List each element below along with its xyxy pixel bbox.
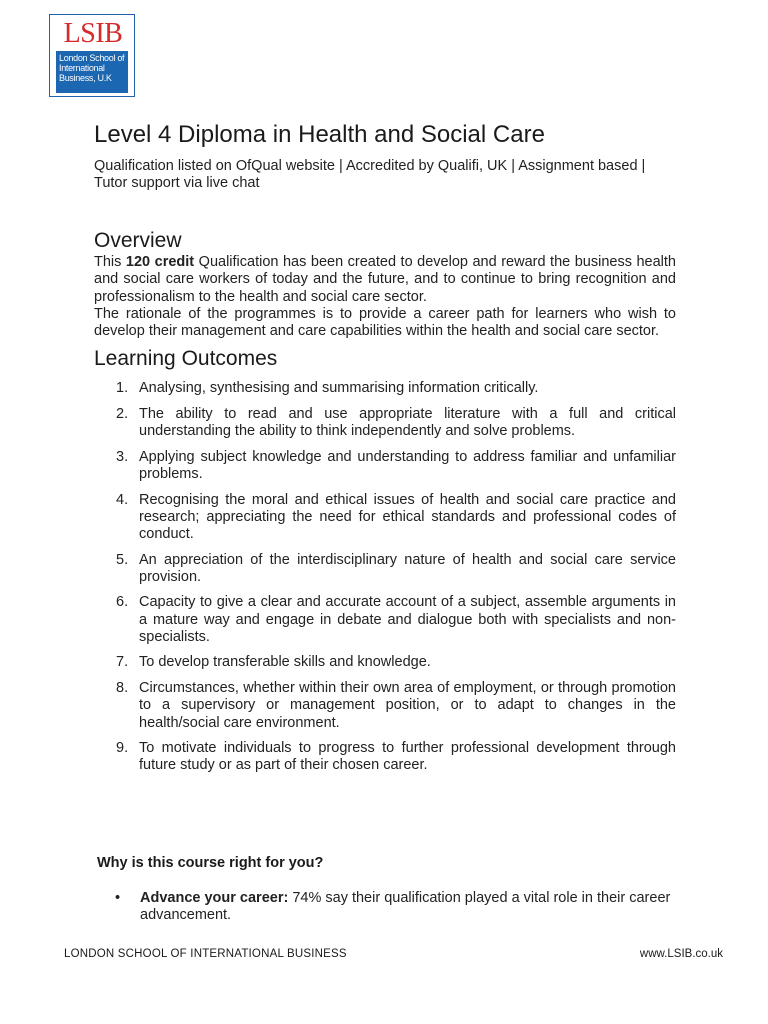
document-content (94, 120, 676, 783)
list-item-text: Recognising the moral and ethical issues of health and social care practice and research; appreciating the need for ethical standards and professional codes of conduct. (139, 491, 676, 543)
list-item-number: 2. (116, 405, 129, 422)
list-item (94, 654, 676, 671)
overview-heading: Overview (94, 229, 182, 252)
list-item (94, 680, 676, 732)
list-item-text: To develop transferable skills and knowledge. (139, 654, 431, 671)
list-item-number: 5. (116, 551, 129, 568)
list-item-text: The ability to read and use appropriate literature with a full and critical understanding the ability to think independently and solve problems. (139, 405, 676, 440)
list-item-number: 7. (116, 654, 129, 671)
footer-website-link[interactable]: www.LSIB.co.uk (639, 948, 723, 960)
list-item (94, 552, 676, 587)
bullet-description: 74% say their qualification played a vital role in their career advancement. (140, 890, 671, 924)
bullet-icon: • (115, 890, 121, 906)
page-title: Level 4 Diploma in Health and Social Care (94, 121, 545, 148)
list-item-text: An appreciation of the interdisciplinary nature of health and social care service provision. (139, 551, 676, 585)
overview-p1-prefix: This (94, 254, 126, 270)
list-item (94, 492, 676, 544)
list-item (94, 406, 676, 441)
list-item-number: 1. (116, 380, 129, 397)
list-item-number: 8. (116, 679, 129, 696)
logo-tagline-box (56, 51, 128, 93)
overview-paragraph-1 (94, 254, 676, 306)
logo-line: Business, U.K (59, 73, 112, 83)
list-item-text: Analysing, synthesising and summarising information critically. (139, 380, 539, 397)
logo-line: London School of (59, 53, 125, 63)
list-item (94, 740, 676, 775)
list-item-text: Circumstances, whether within their own area of employment, or through promotion to a supervisory or management position, or to adapt to changes in the health/social care environment. (139, 679, 676, 731)
bullet-bold-label: Advance your career: (140, 890, 289, 906)
list-item-number: 9. (116, 740, 129, 757)
logo-wordmark: LSIB (63, 18, 123, 49)
list-item (94, 380, 676, 397)
overview-paragraph-2: The rationale of the programmes is to provide a career path for learners who wish to develop their management and care capabilities within the health and social care sector. (94, 305, 676, 340)
why-bullet-text (140, 890, 675, 925)
list-item (94, 594, 676, 646)
list-item-number: 3. (116, 448, 129, 465)
list-item-number: 4. (116, 491, 129, 508)
list-item (94, 449, 676, 484)
overview-credit-highlight: 120 credit (125, 254, 195, 270)
list-item-text: Applying subject knowledge and understanding to address familiar and unfamiliar problems. (139, 448, 676, 483)
logo-line: International (59, 63, 105, 73)
list-item-text: Capacity to give a clear and accurate account of a subject, assemble arguments in a mature way and engage in debate and dialogue both with specialists and non-specialists. (139, 594, 676, 645)
learning-outcomes-heading: Learning Outcomes (94, 347, 278, 371)
qualification-subtitle: Qualification listed on OfQual website | Accredited by Qualifi, UK | Assignment based | Tutor support via live chat (94, 158, 646, 191)
footer-school-name: LONDON SCHOOL OF INTERNATIONAL BUSINESS (64, 948, 347, 960)
list-item-number: 6. (116, 594, 129, 611)
list-item-text: To motivate individuals to progress to further professional development through future study or as part of their chosen career. (139, 740, 676, 774)
overview-p1-rest: Qualification has been created to develop and reward the business health and social care workers of today and the future, and to continue to bring recognition and professionalism to the health and social care sector. (94, 254, 676, 305)
why-course-heading: Why is this course right for you? (97, 855, 324, 871)
lsib-logo (49, 14, 135, 97)
learning-outcomes-list (94, 380, 676, 774)
